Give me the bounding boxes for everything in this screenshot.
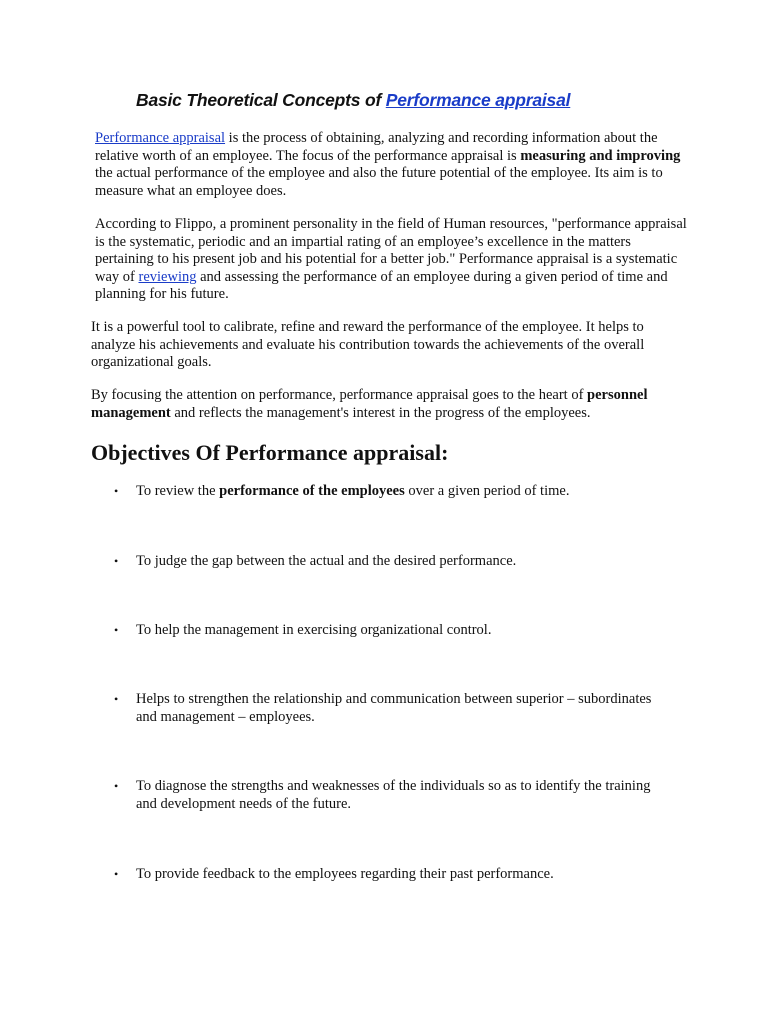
focus-paragraph (91, 387, 681, 422)
reviewing-link[interactable]: reviewing (138, 268, 197, 285)
focus-text-a: By focusing the attention on performance, performance appraisal goes to the heart of (91, 387, 588, 403)
flippo-paragraph (95, 216, 690, 304)
intro-text-b: the actual performance of the employee and also the future potential of the employee. Its aim is to measure what an employee does. (95, 165, 663, 199)
item-text-a: To review the (136, 483, 220, 499)
focus-text-b: and reflects the management's interest in the progress of the employees. (170, 404, 591, 421)
list-item (114, 483, 674, 501)
list-item (114, 553, 674, 571)
list-item-text: To provide feedback to the employees regarding their past performance. (136, 866, 554, 882)
bullet-icon: • (114, 554, 119, 568)
list-item-text (136, 483, 674, 501)
intro-bold-phrase: measuring and improving (520, 147, 681, 164)
performance-appraisal-link[interactable]: Performance appraisal (95, 130, 226, 146)
item-bold-phrase: performance of the employees (219, 483, 405, 499)
title-prefix: Basic Theoretical Concepts of (136, 90, 386, 110)
bullet-icon: • (114, 623, 119, 637)
list-item-text: Helps to strengthen the relationship and communication between superior – subordinates and management – employees. (136, 691, 652, 725)
list-item-text: To judge the gap between the actual and the desired performance. (136, 553, 517, 569)
intro-paragraph (95, 130, 690, 200)
list-item (114, 622, 674, 640)
intro-text-a: is the process of obtaining, analyzing and recording information about the relative worth of an employee. The focus of the performance appraisal is (95, 130, 658, 164)
item-text-b: over a given period of time. (404, 483, 570, 499)
bullet-icon: • (114, 692, 119, 706)
bullet-icon: • (114, 779, 119, 793)
title-performance-appraisal-link[interactable]: Performance appraisal (385, 90, 571, 110)
list-item (114, 691, 674, 726)
focus-bold-phrase: personnel management (91, 387, 648, 421)
document-title (136, 90, 570, 111)
flippo-text-a: According to Flippo, a prominent personality in the field of Human resources, "performance appraisal is the systematic, periodic and an impartial rating of an employee’s excellence in the matters pertaining to his present job and his potential for a better job." Performance appraisal is a systematic way of (95, 216, 687, 285)
list-item-text: To diagnose the strengths and weaknesses of the individuals so as to identify the training and development needs of the future. (136, 778, 651, 812)
list-item (114, 866, 674, 884)
list-item-text: To help the management in exercising organizational control. (136, 622, 492, 638)
list-item (114, 778, 674, 813)
bullet-icon: • (114, 867, 119, 881)
bullet-icon: • (114, 484, 119, 498)
objectives-heading: Objectives Of Performance appraisal: (91, 440, 449, 465)
tool-paragraph: It is a powerful tool to calibrate, refine and reward the performance of the employee. It helps to analyze his achievements and evaluate his contribution towards the achievements of the overall organizational goals. (91, 319, 645, 371)
flippo-text-b: and assessing the performance of an employee during a given period of time and planning for his future. (95, 268, 668, 303)
